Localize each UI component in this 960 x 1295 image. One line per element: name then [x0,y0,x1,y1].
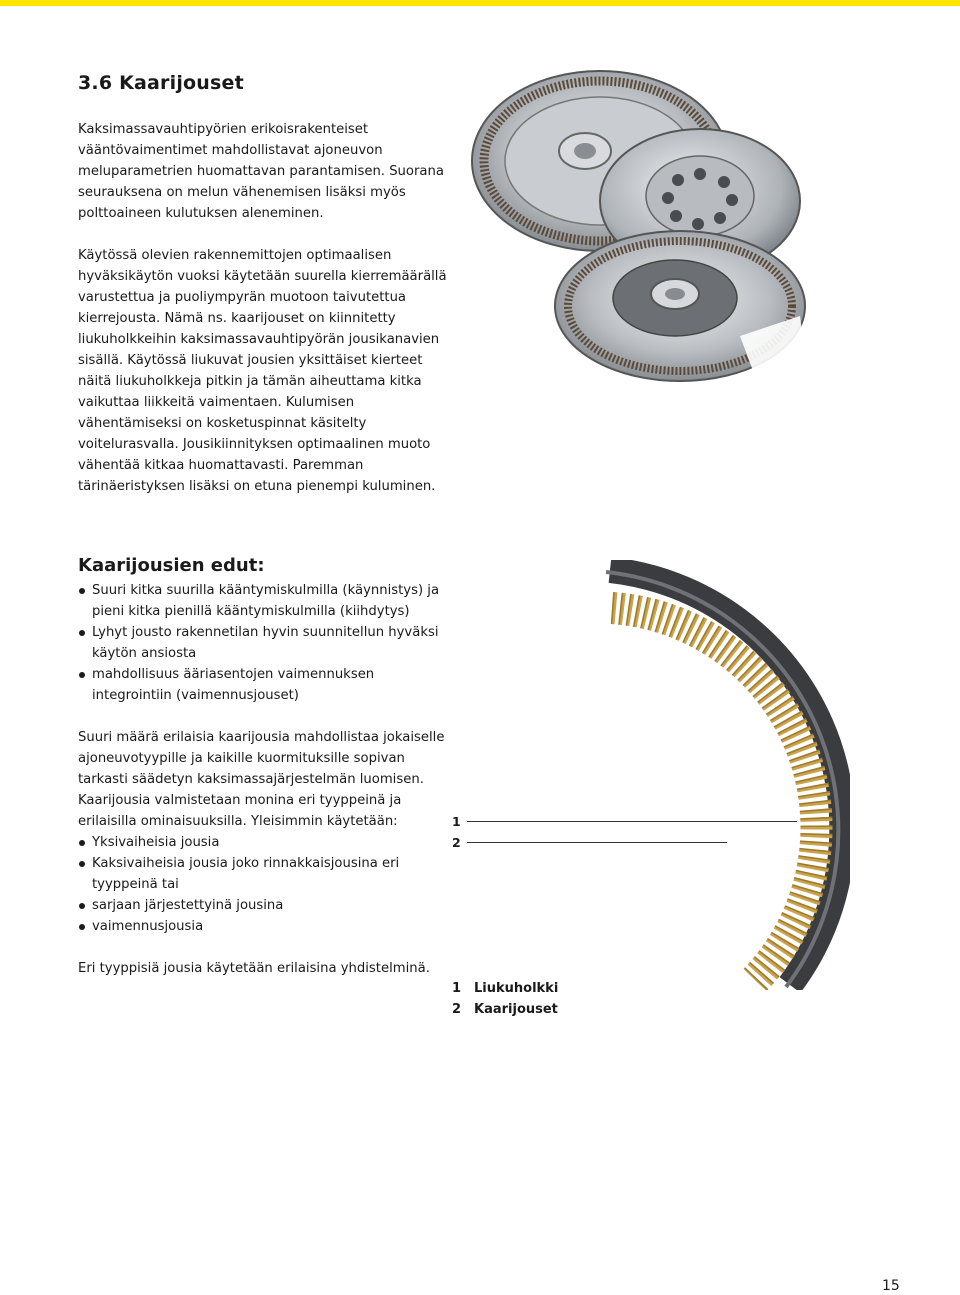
legend-number: 1 [452,981,462,996]
callout-number-1: 1 [452,814,461,829]
list-item: Suuri kitka suurilla kääntymiskulmilla (käynnistys) ja pieni kitka pienillä kääntymiskulmilla (kiihdytys) [78,580,450,622]
legend-number: 2 [452,1002,462,1017]
types-paragraph: Suuri määrä erilaisia kaarijousia mahdollistaa jokaiselle ajoneuvotyypille ja kaikille kuormituksille sopivan tarkasti säädetyn kaksimassajärjestelmän luomisen. Kaarijousia valmistetaan monina eri tyyppeinä ja erilaisilla ominaisuuksilla. Yleisimmin käytetään: [78,730,445,829]
list-item: sarjaan järjestettyinä jousina [78,895,450,916]
legend-row [452,978,558,999]
advantages-list [78,580,450,706]
legend-label: Kaarijouset [474,1002,558,1017]
types-list [78,832,450,937]
dual-mass-flywheel-image [470,66,810,386]
list-item: Yksivaiheisia jousia [78,832,450,853]
types-closing: Eri tyyppisiä jousia käytetään erilaisina yhdistelminä. [78,961,430,976]
list-item: vaimennusjousia [78,916,450,937]
figure-legend [452,978,558,1020]
callout-line-1 [467,821,797,822]
callout-line-2 [467,842,727,843]
intro-paragraph-2: Käytössä olevien rakennemittojen optimaalisen hyväksikäytön vuoksi käytetään suurella kierremäärällä varustettua ja puoliympyrän muotoon taivutettua kierrejousta. Nämä ns. kaarijouset on kiinnitetty liukuholkkeihin kaksimassavauhtipyörän jousikanavien sisällä. Käytössä liukuvat jousien yksittäiset kierteet näitä liukuholkkeja pitkin ja tämän aiheuttama kitka vaikuttaa liikkeitä vaimentaen. Kulumisen vähentämiseksi on kosketuspinnat käsitelty voitelurasvalla. Jousikiinnityksen optimaalinen muoto vähentää kitkaa huomattavasti. Paremman tärinäeristyksen lisäksi on etuna pienempi kuluminen. [78,248,447,494]
advantages-heading: Kaarijousien edut: [78,555,265,576]
intro-paragraph-1: Kaksimassavauhtipyörien erikoisrakenteiset vääntövaimentimet mahdollistavat ajoneuvon meluparametrien huomattavan parantamisen. Suorana seurauksena on melun vähenemisen lisäksi myös polttoaineen kulutuksen aleneminen. [78,122,444,221]
top-accent-bar [0,0,960,6]
section-title: 3.6 Kaarijouset [78,72,244,94]
legend-label: Liukuholkki [474,981,559,996]
legend-row [452,999,558,1020]
callout-number-2: 2 [452,835,461,850]
list-item: Lyhyt jousto rakennetilan hyvin suunnitellun hyväksi käytön ansiosta [78,622,450,664]
list-item: mahdollisuus ääriasentojen vaimennuksen integrointiin (vaimennusjouset) [78,664,450,706]
list-item: Kaksivaiheisia jousia joko rinnakkaisjousina eri tyyppeinä tai [78,853,450,895]
arc-spring-image [560,560,850,990]
page-number: 15 [882,1278,900,1294]
